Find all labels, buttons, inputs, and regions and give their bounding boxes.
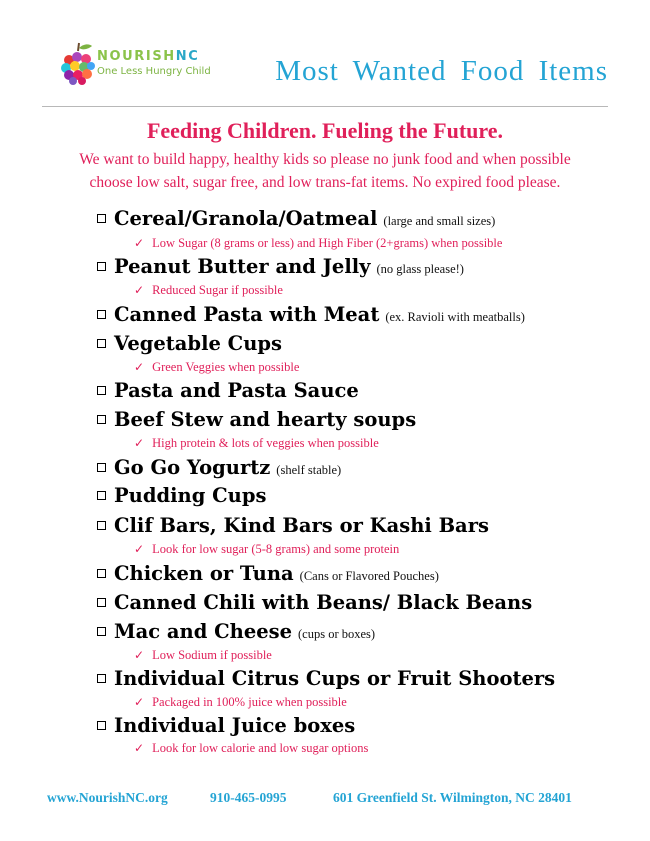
item-note: (cups or boxes) bbox=[298, 627, 376, 641]
item-name: Pudding Cups bbox=[114, 484, 267, 507]
list-item bbox=[97, 514, 489, 537]
intro-line: choose low salt, sugar free, and low trans-fat items. No expired food please. bbox=[89, 174, 561, 191]
checkmark-icon: ✓ bbox=[134, 741, 145, 755]
page-title: Most Wanted Food Items bbox=[275, 55, 608, 87]
item-name: Individual Citrus Cups or Fruit Shooters bbox=[114, 667, 556, 690]
checkmark-icon: ✓ bbox=[134, 648, 145, 662]
checkbox-icon[interactable] bbox=[97, 310, 106, 319]
item-note: (ex. Ravioli with meatballs) bbox=[385, 310, 525, 324]
checkbox-icon[interactable] bbox=[97, 463, 106, 472]
header-divider bbox=[42, 106, 608, 107]
item-name: Individual Juice boxes bbox=[114, 714, 356, 737]
checkbox-icon[interactable] bbox=[97, 569, 106, 578]
list-item bbox=[97, 667, 555, 690]
checkmark-icon: ✓ bbox=[134, 283, 145, 297]
item-note: (large and small sizes) bbox=[383, 214, 496, 228]
list-item bbox=[97, 379, 359, 402]
item-name: Canned Pasta with Meat bbox=[114, 303, 380, 326]
checkmark-icon: ✓ bbox=[134, 360, 145, 374]
checkbox-icon[interactable] bbox=[97, 386, 106, 395]
intro-line: We want to build happy, healthy kids so please no junk food and when possible bbox=[79, 151, 571, 168]
checkbox-icon[interactable] bbox=[97, 262, 106, 271]
nourishnc-logo bbox=[60, 42, 230, 88]
checkbox-icon[interactable] bbox=[97, 598, 106, 607]
item-name: Beef Stew and hearty soups bbox=[114, 408, 417, 431]
checkbox-icon[interactable] bbox=[97, 339, 106, 348]
header bbox=[0, 0, 650, 106]
item-note: (no glass please!) bbox=[376, 262, 464, 276]
item-name: Canned Chili with Beans/ Black Beans bbox=[114, 591, 533, 614]
website-link[interactable]: www.NourishNC.org bbox=[47, 790, 168, 805]
list-item bbox=[97, 303, 525, 326]
item-name: Peanut Butter and Jelly bbox=[114, 255, 371, 278]
item-tip: ✓ Packaged in 100% juice when possible bbox=[134, 695, 347, 709]
checkbox-icon[interactable] bbox=[97, 627, 106, 636]
checkmark-icon: ✓ bbox=[134, 436, 145, 450]
item-note: (shelf stable) bbox=[276, 463, 342, 477]
item-note: (Cans or Flavored Pouches) bbox=[299, 569, 439, 583]
item-tip: ✓ High protein & lots of veggies when possible bbox=[134, 436, 379, 450]
checkbox-icon[interactable] bbox=[97, 491, 106, 500]
list-item bbox=[97, 714, 355, 737]
list-item bbox=[97, 332, 282, 355]
checkmark-icon: ✓ bbox=[134, 695, 145, 709]
item-name: Vegetable Cups bbox=[114, 332, 282, 355]
footer bbox=[0, 790, 650, 810]
apple-logo-icon bbox=[60, 42, 96, 88]
checkmark-icon: ✓ bbox=[134, 542, 145, 556]
brand-tagline: One Less Hungry Child bbox=[97, 66, 211, 77]
checkbox-icon[interactable] bbox=[97, 674, 106, 683]
intro-text bbox=[30, 148, 620, 194]
list-item bbox=[97, 207, 495, 230]
phone-number[interactable]: 910-465-0995 bbox=[210, 790, 287, 805]
list-item bbox=[97, 484, 266, 507]
item-tip: ✓ Reduced Sugar if possible bbox=[134, 283, 283, 297]
checkbox-icon[interactable] bbox=[97, 721, 106, 730]
list-item bbox=[97, 620, 375, 643]
subheading: Feeding Children. Fueling the Future. bbox=[146, 118, 504, 143]
item-tip: ✓ Low Sugar (8 grams or less) and High Fiber (2+grams) when possible bbox=[134, 236, 503, 250]
item-tip: ✓ Look for low calorie and low sugar options bbox=[134, 741, 369, 755]
checkbox-icon[interactable] bbox=[97, 521, 106, 530]
list-item bbox=[97, 255, 464, 278]
item-name: Clif Bars, Kind Bars or Kashi Bars bbox=[114, 514, 489, 537]
list-item bbox=[97, 456, 341, 479]
list-item bbox=[97, 591, 532, 614]
list-item bbox=[97, 562, 439, 585]
checkmark-icon: ✓ bbox=[134, 236, 145, 250]
checkbox-icon[interactable] bbox=[97, 415, 106, 424]
list-item bbox=[97, 408, 416, 431]
address: 601 Greenfield St. Wilmington, NC 28401 bbox=[333, 790, 572, 805]
item-name: Mac and Cheese bbox=[114, 620, 293, 643]
item-name: Chicken or Tuna bbox=[114, 562, 294, 585]
item-name: Pasta and Pasta Sauce bbox=[114, 379, 359, 402]
checkbox-icon[interactable] bbox=[97, 214, 106, 223]
item-tip: ✓ Look for low sugar (5-8 grams) and some protein bbox=[134, 542, 400, 556]
item-name: Cereal/Granola/Oatmeal bbox=[114, 207, 378, 230]
item-name: Go Go Yogurtz bbox=[114, 456, 271, 479]
brand-name: NOURISHNC bbox=[97, 49, 200, 64]
item-tip: ✓ Low Sodium if possible bbox=[134, 648, 272, 662]
item-tip: ✓ Green Veggies when possible bbox=[134, 360, 300, 374]
